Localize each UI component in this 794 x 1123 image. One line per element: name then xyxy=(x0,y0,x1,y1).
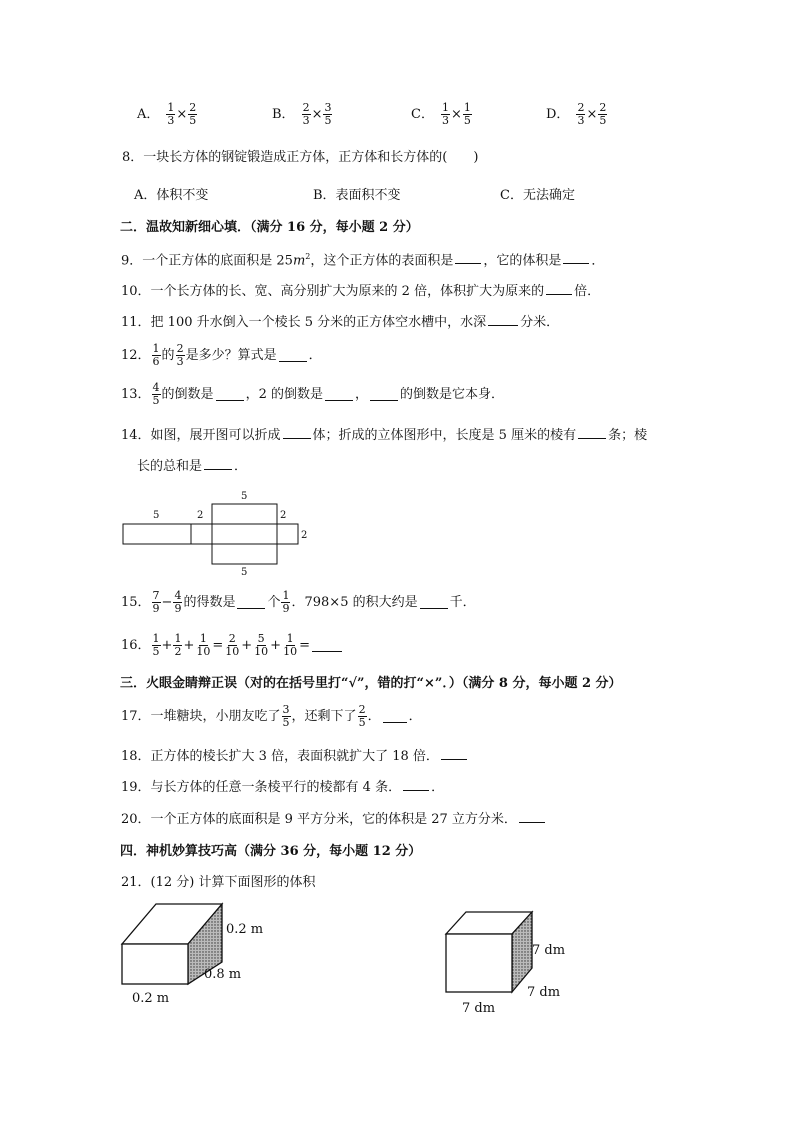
fraction: $\frac{2}{3}$ xyxy=(577,101,585,127)
q7-option-b[interactable]: B． $\frac{2}{3}$ × $\frac{3}{5}$ xyxy=(272,101,332,127)
answer-blank[interactable] xyxy=(403,789,429,791)
net-label-top: 5 xyxy=(241,491,248,502)
fraction: $\frac{1}{10}$ xyxy=(196,632,211,658)
fig2-width-label: 7 dm xyxy=(527,985,561,1000)
q14-line1: 14．如图，展开图可以折成 体；折成的立体图形中，长度是 5 厘米的棱有 条；棱 xyxy=(121,428,648,443)
section-2-title: 二．温故知新细心填．（满分 16 分，每小题 2 分） xyxy=(120,220,419,235)
q9: 9．一个正方体的底面积是 $25m^2$，这个正方体的表面积是 ，它的体积是 ． xyxy=(121,252,605,269)
fraction: $\frac{1}{10}$ xyxy=(283,632,298,658)
fig1-height-label: 0.2 m xyxy=(226,922,264,937)
q17: 17．一堆糖块，小朋友吃了 $\frac{3}{5}$ ，还剩下了 $\frac{2}{5}$ ． ． xyxy=(121,703,422,729)
answer-blank[interactable] xyxy=(563,262,589,264)
q13: 13． $\frac{4}{5}$ 的倒数是 ，2 的倒数是 ， 的倒数是它本身． xyxy=(121,381,504,407)
net-label-bottom: 5 xyxy=(241,567,248,578)
cube-figure xyxy=(440,906,580,1018)
fraction: $\frac{1}{3}$ xyxy=(441,101,449,127)
q8-text: 8．一块长方体的钢锭锻造成正方体，正方体和长方体的( ) xyxy=(122,150,479,165)
fraction: $\frac{2}{10}$ xyxy=(225,632,240,658)
section-3-title: 三．火眼金睛辩正误（对的在括号里打“√”，错的打“×”．）（满分 8 分，每小题 2 分） xyxy=(120,676,622,691)
fraction: $\frac{3}{5}$ xyxy=(324,101,332,127)
fig2-height-label: 7 dm xyxy=(532,943,566,958)
q19: 19．与长方体的任意一条棱平行的棱都有 4 条． ． xyxy=(121,780,445,795)
q8-option-b[interactable]: B．表面积不变 xyxy=(313,188,401,203)
answer-blank[interactable] xyxy=(325,399,353,401)
answer-blank[interactable] xyxy=(216,399,244,401)
q8-option-c[interactable]: C．无法确定 xyxy=(500,188,575,203)
fraction: $\frac{2}{3}$ xyxy=(176,342,184,368)
q15: 15． $\frac{7}{9}$ − $\frac{4}{9}$ 的得数是 个 $\frac{1}{9}$ ．798×5 的积大约是 千． xyxy=(121,589,476,615)
answer-blank[interactable] xyxy=(578,437,606,439)
net-label-left-length: 5 xyxy=(153,510,160,521)
q8-option-a[interactable]: A．体积不变 xyxy=(134,188,209,203)
answer-blank[interactable] xyxy=(519,821,545,823)
q21-text: 21．(12 分) 计算下面图形的体积 xyxy=(121,875,316,890)
fraction: $\frac{4}{5}$ xyxy=(152,381,160,407)
answer-blank[interactable] xyxy=(283,437,311,439)
answer-blank[interactable] xyxy=(237,607,265,609)
fraction: $\frac{7}{9}$ xyxy=(152,589,160,615)
q7-option-a[interactable]: A． $\frac{1}{3}$ × $\frac{2}{5}$ xyxy=(137,101,197,127)
answer-blank[interactable] xyxy=(488,324,518,326)
fraction: $\frac{5}{10}$ xyxy=(254,632,269,658)
fig1-length-label: 0.2 m xyxy=(132,991,170,1006)
q20: 20．一个正方体的底面积是 9 平方分米，它的体积是 27 立方分米． xyxy=(121,813,547,826)
fraction: $\frac{4}{9}$ xyxy=(174,589,182,615)
fraction: $\frac{1}{3}$ xyxy=(167,101,175,127)
cuboid-net-figure xyxy=(118,488,318,580)
fig2-length-label: 7 dm xyxy=(462,1001,496,1016)
net-label-right-width: 2 xyxy=(280,510,287,521)
q12: 12． $\frac{1}{6}$ 的 $\frac{2}{3}$ 是多少？算式是 ． xyxy=(121,342,322,368)
q7-option-d[interactable]: D． $\frac{2}{3}$ × $\frac{2}{5}$ xyxy=(546,101,607,127)
fraction: $\frac{2}{5}$ xyxy=(358,703,366,729)
q14-line2: 长的总和是 ． xyxy=(137,459,248,474)
fraction: $\frac{1}{9}$ xyxy=(282,589,290,615)
cuboid-figure xyxy=(118,900,288,1010)
section-4-title: 四．神机妙算技巧高（满分 36 分，每小题 12 分） xyxy=(120,844,422,859)
fraction: $\frac{2}{3}$ xyxy=(302,101,310,127)
answer-blank[interactable] xyxy=(312,650,342,652)
answer-blank[interactable] xyxy=(279,360,307,362)
q11: 11．把 100 升水倒入一个棱长 5 分米的正方体空水槽中，水深 分米． xyxy=(121,315,560,330)
answer-blank[interactable] xyxy=(204,468,232,470)
fraction: $\frac{1}{6}$ xyxy=(152,342,160,368)
q16: 16． $\frac{1}{5}$ + $\frac{1}{2}$ + $\frac{1}{10}$ = $\frac{2}{10}$ + $\frac{5}{10}$ + $\frac{1}{10}$ = xyxy=(121,633,344,657)
answer-blank[interactable] xyxy=(455,262,481,264)
net-label-far-right: 2 xyxy=(301,530,308,541)
answer-blank[interactable] xyxy=(370,399,398,401)
net-label-left-width: 2 xyxy=(197,510,204,521)
q7-option-c[interactable]: C． $\frac{1}{3}$ × $\frac{1}{5}$ xyxy=(411,101,471,127)
fraction: $\frac{3}{5}$ xyxy=(282,703,290,729)
fraction: $\frac{2}{5}$ xyxy=(599,101,607,127)
fig1-width-label: 0.8 m xyxy=(204,967,242,982)
answer-blank[interactable] xyxy=(546,293,572,295)
fraction: $\frac{2}{5}$ xyxy=(189,101,197,127)
q18: 18．正方体的棱长扩大 3 倍，表面积就扩大了 18 倍． xyxy=(121,750,469,763)
answer-blank[interactable] xyxy=(420,607,448,609)
answer-blank[interactable] xyxy=(441,758,467,760)
fraction: $\frac{1}{5}$ xyxy=(463,101,471,127)
fraction: $\frac{1}{2}$ xyxy=(174,632,182,658)
q10: 10．一个长方体的长、宽、高分别扩大为原来的 2 倍，体积扩大为原来的 倍． xyxy=(121,284,601,299)
answer-blank[interactable] xyxy=(383,721,407,723)
fraction: $\frac{1}{5}$ xyxy=(152,632,160,658)
